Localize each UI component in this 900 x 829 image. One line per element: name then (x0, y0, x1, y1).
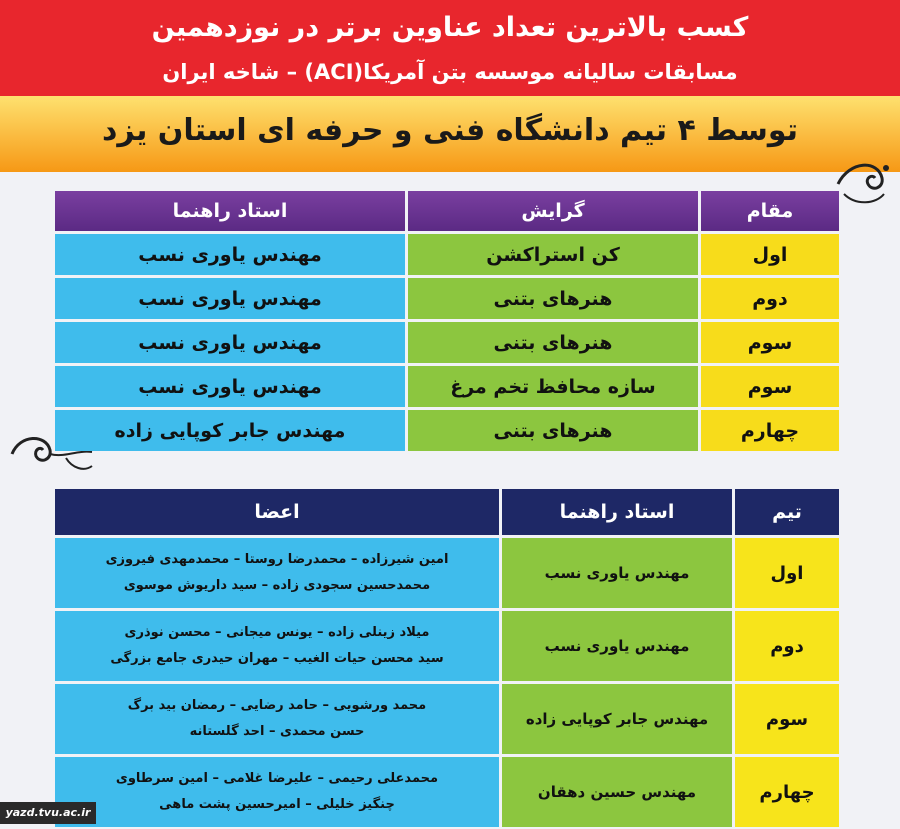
team-cell: دوم (735, 611, 839, 681)
teams-table (52, 486, 842, 829)
table-row (55, 757, 839, 827)
members-line: حسن محمدی – احد گلستانه (189, 724, 365, 739)
header-rank: مقام (701, 191, 839, 231)
table-row (55, 366, 839, 407)
rank-cell: سوم (701, 366, 839, 407)
header-advisor: استاد راهنما (502, 489, 732, 535)
members-line: میلاد زینلی زاده – یونس میجانی – محسن نوذری (124, 625, 430, 640)
advisor-cell: مهندس یاوری نسب (55, 322, 405, 363)
table-row (55, 322, 839, 363)
ranking-table (52, 188, 842, 454)
table-row (55, 410, 839, 451)
members-line: محمد ورشویی – حامد رضایی – رمضان بید برگ (127, 698, 427, 713)
rank-cell: اول (701, 234, 839, 275)
members-line: محمدحسین سجودی زاده – سید داریوش موسوی (123, 578, 431, 593)
advisor-cell: مهندس یاوری نسب (502, 538, 732, 608)
ranking-table-header (55, 191, 839, 231)
header-advisor: استاد راهنما (55, 191, 405, 231)
field-cell: هنرهای بتنی (408, 410, 698, 451)
members-cell (55, 538, 499, 608)
table-row (55, 611, 839, 681)
advisor-cell: مهندس یاوری نسب (55, 278, 405, 319)
members-line: چنگیز خلیلی – امیرحسین پشت ماهی (159, 797, 395, 812)
teams-table-header (55, 489, 839, 535)
header-members: اعضا (55, 489, 499, 535)
header-banner (0, 0, 900, 172)
table-row (55, 538, 839, 608)
headline-line2: مسابقات سالیانه موسسه بتن آمریکا(ACI) – شاخه ایران (162, 60, 738, 84)
members-line: محمدعلی رحیمی – علیرضا غلامی – امین سرطاوی (115, 771, 439, 786)
advisor-cell: مهندس حسین دهقان (502, 757, 732, 827)
headline-line3: توسط ۴ تیم دانشگاه فنی و حرفه ای استان یزد (102, 113, 798, 148)
rank-cell: سوم (701, 322, 839, 363)
team-cell: اول (735, 538, 839, 608)
members-cell (55, 611, 499, 681)
members-line: امین شیرزاده – محمدرضا روستا – محمدمهدی فیروزی (105, 552, 449, 567)
field-cell: کن استراکشن (408, 234, 698, 275)
team-cell: چهارم (735, 757, 839, 827)
advisor-cell: مهندس جابر کوپایی زاده (502, 684, 732, 754)
field-cell: هنرهای بتنی (408, 322, 698, 363)
table-row (55, 684, 839, 754)
members-line: سید محسن حیات الغیب – مهران حیدری جامع بزرگی (110, 651, 444, 666)
team-cell: سوم (735, 684, 839, 754)
headline-line1: کسب بالاترین تعداد عناوین برتر در نوزدهمین (151, 12, 749, 43)
advisor-cell: مهندس یاوری نسب (55, 234, 405, 275)
field-cell: هنرهای بتنی (408, 278, 698, 319)
header-field: گرایش (408, 191, 698, 231)
rank-cell: دوم (701, 278, 839, 319)
table-row (55, 234, 839, 275)
advisor-cell: مهندس یاوری نسب (502, 611, 732, 681)
advisor-cell: مهندس جابر کوپایی زاده (55, 410, 405, 451)
rank-cell: چهارم (701, 410, 839, 451)
members-cell (55, 757, 499, 827)
advisor-cell: مهندس یاوری نسب (55, 366, 405, 407)
header-team: تیم (735, 489, 839, 535)
site-watermark: yazd.tvu.ac.ir (0, 802, 96, 824)
members-cell (55, 684, 499, 754)
field-cell: سازه محافظ تخم مرغ (408, 366, 698, 407)
table-row (55, 278, 839, 319)
